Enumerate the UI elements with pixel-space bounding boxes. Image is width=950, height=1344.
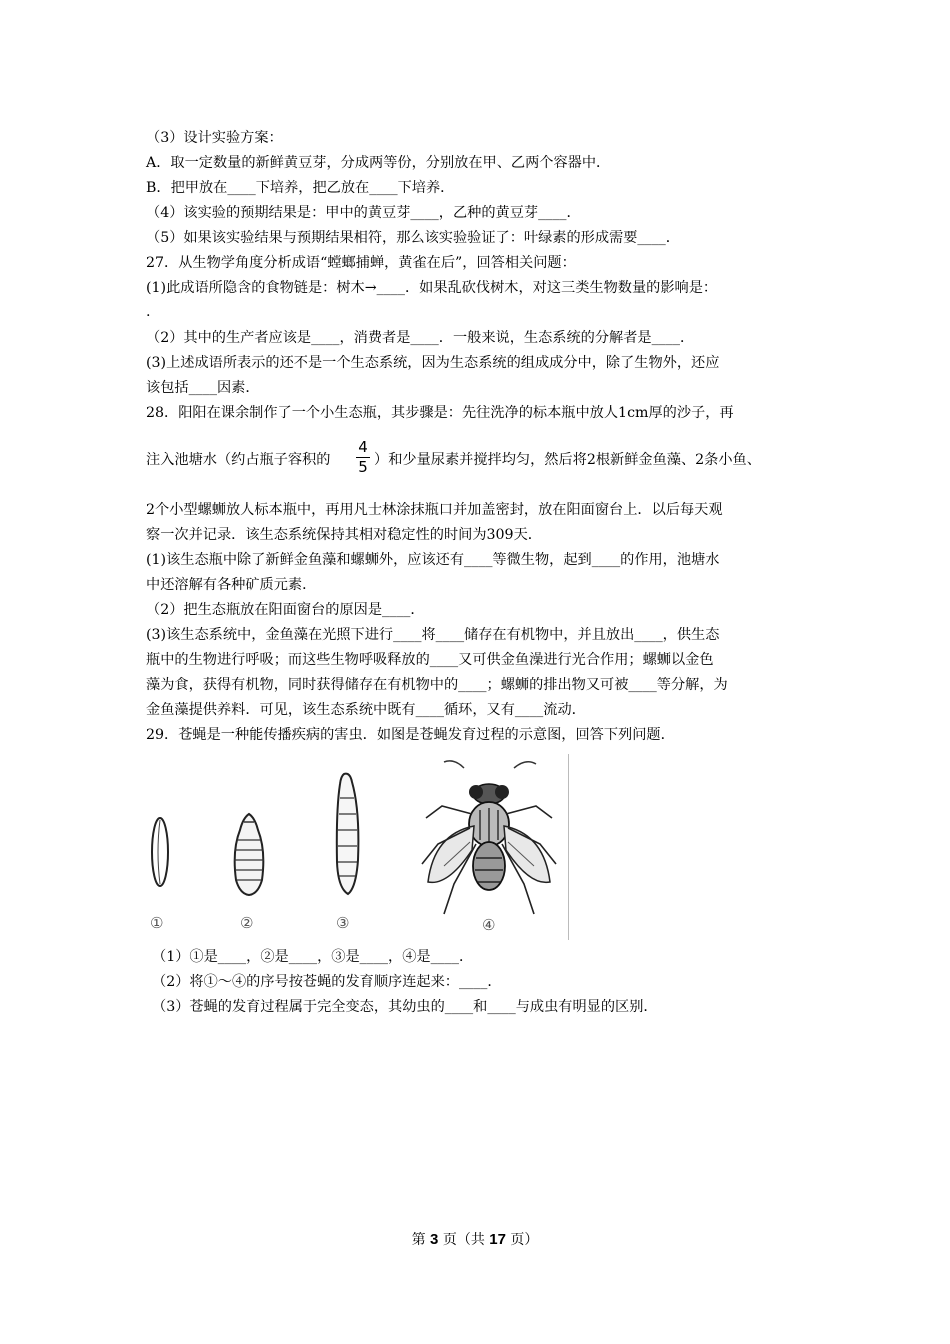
label-2: ②	[240, 914, 254, 932]
q26-step-a: A．取一定数量的新鲜黄豆芽，分成两等份，分别放在甲、乙两个容器中．	[146, 155, 611, 171]
fraction-denominator: 5	[358, 458, 368, 476]
page-footer	[0, 1229, 950, 1249]
fly-life-cycle-figure	[146, 754, 571, 940]
label-1: ①	[150, 914, 164, 932]
q27-part3-cont: 该包括____因素．	[146, 380, 260, 396]
q26-part5: （5）如果该实验结果与预期结果相符，那么该实验验证了：叶绿素的形成需要____．	[146, 230, 680, 246]
footer-prefix: 第	[411, 1232, 431, 1248]
q28-part3-cont-a: 瓶中的生物进行呼吸；而这些生物呼吸释放的____又可供金鱼澡进行光合作用；螺蛳以金色	[146, 652, 714, 668]
footer-page-number: 3	[430, 1231, 439, 1248]
fraction-numerator: 4	[358, 438, 368, 456]
footer-middle: 页（共	[438, 1232, 490, 1248]
q26-part4: （4）该实验的预期结果是：甲中的黄豆芽____，乙种的黄豆芽____．	[146, 205, 581, 221]
figure-border-line	[568, 754, 569, 940]
q28-part3: (3)该生态系统中，金鱼藻在光照下进行____将____储存在有机物中，并且放出____，供生态	[146, 627, 720, 643]
q27-part3: (3)上述成语所表示的还不是一个生态系统，因为生态系统的组成成分中，除了生物外，还应	[146, 355, 720, 371]
larva-drawing	[330, 770, 366, 900]
label-3: ③	[336, 914, 350, 932]
q28-stem-cont-d: 察一次并记录．该生态系统保持其相对稳定性的时间为309天．	[146, 527, 542, 543]
q28-stem-cont-a: 注入池塘水（约占瓶子容积的	[146, 452, 331, 468]
q28-part3-cont-b: 藻为食，获得有机物，同时获得储存在有机物中的____；螺蛳的排出物又可被____等分解，为	[146, 677, 728, 693]
q28-stem: 28．阳阳在课余制作了一个小生态瓶，其步骤是：先往洗净的标本瓶中放人1cm厚的沙子，再	[146, 405, 734, 421]
egg-drawing	[146, 812, 174, 892]
q27-stem: 27．从生物学角度分析成语“螳螂捕蝉，黄雀在后”，回答相关问题：	[146, 255, 576, 271]
adult-fly-drawing	[414, 754, 564, 924]
q27-part2: （2）其中的生产者应该是____，消费者是____．一般来说，生态系统的分解者是____．	[146, 330, 695, 346]
q29-part2: （2）将①～④的序号按苍蝇的发育顺序连起来：____．	[152, 974, 502, 990]
q28-part1-cont: 中还溶解有各种矿质元素．	[146, 577, 317, 593]
label-4: ④	[482, 916, 496, 934]
q26-step-b: B．把甲放在____下培养，把乙放在____下培养．	[146, 180, 455, 196]
pupa-drawing	[228, 810, 270, 898]
q27-part1: (1)此成语所隐含的食物链是：树木→____．如果乱砍伐树木，对这三类生物数量的影响是：	[146, 280, 718, 296]
q26-part3-heading: （3）设计实验方案：	[146, 130, 283, 146]
q28-stem-cont-c: 2个小型螺蛳放人标本瓶中，再用凡士林涂抹瓶口并加盖密封，放在阳面窗台上．以后每天观	[146, 502, 723, 518]
q28-stem-cont-b: ）和少量尿素并搅拌均匀，然后将2根新鲜金鱼藻、2条小鱼、	[374, 452, 761, 468]
q29-part1: （1）①是____，②是____，③是____，④是____．	[152, 949, 474, 965]
q29-part3: （3）苍蝇的发育过程属于完全变态，其幼虫的____和____与成虫有明显的区别．	[152, 999, 658, 1015]
footer-total-pages: 17	[489, 1231, 506, 1248]
q28-part3-cont-c: 金鱼藻提供养料．可见，该生态系统中既有____循环，又有____流动．	[146, 702, 586, 718]
q28-part1: (1)该生态瓶中除了新鲜金鱼藻和螺蛳外，应该还有____等微生物，起到____的作用，池塘水	[146, 552, 720, 568]
q28-part2: （2）把生态瓶放在阳面窗台的原因是____．	[146, 602, 425, 618]
footer-suffix: 页）	[505, 1232, 539, 1248]
fraction	[352, 438, 374, 477]
q29-stem: 29．苍蝇是一种能传播疾病的害虫．如图是苍蝇发育过程的示意图，回答下列问题．	[146, 727, 675, 743]
q27-part1-cont: .	[146, 304, 151, 320]
